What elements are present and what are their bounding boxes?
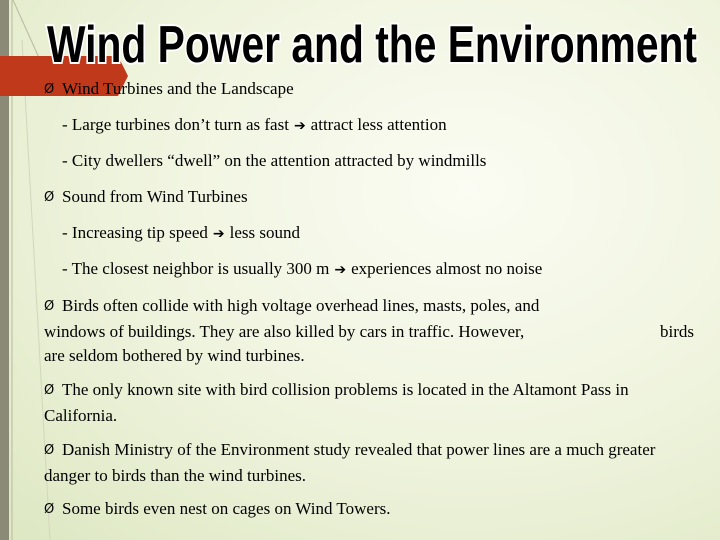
danish-ministry-paragraph: Ø Danish Ministry of the Environment study revealed that power lines are a much greater danger to birds than the wind turbines. bbox=[44, 440, 656, 485]
arrow-right-icon: ➔ bbox=[293, 118, 306, 134]
page-title bbox=[32, 4, 712, 76]
list-item: - The closest neighbor is usually 300 m ➔ experiences almost no noise bbox=[62, 259, 543, 278]
list-item: - City dwellers “dwell” on the attention attracted by windmills bbox=[62, 151, 487, 170]
bullet-icon: Ø bbox=[44, 82, 55, 97]
birds-paragraph: Ø Birds often collide with high voltage overhead lines, masts, poles, and windows of buildings. They are also killed by cars in traffic. However, birds are seldom bothered by wind turbines. bbox=[44, 296, 694, 365]
arrow-right-icon: ➔ bbox=[212, 226, 225, 242]
list-item: - Large turbines don’t turn as fast ➔ attract less attention bbox=[62, 115, 447, 134]
list-item: - Increasing tip speed ➔ less sound bbox=[62, 223, 300, 242]
bullet-icon: Ø bbox=[44, 383, 55, 398]
svg-text:Wind Power and the Environment: Wind Power and the Environment bbox=[47, 16, 697, 74]
bullet-icon: Ø bbox=[44, 190, 55, 205]
bullet-icon: Ø bbox=[44, 299, 55, 314]
nesting-paragraph: Ø Some birds even nest on cages on Wind Towers. bbox=[44, 497, 694, 523]
section-heading-sound: Ø Sound from Wind Turbines bbox=[44, 187, 248, 206]
bullet-icon: Ø bbox=[44, 443, 55, 458]
altamont-paragraph: Ø The only known site with bird collision problems is located in the Altamont Pass in California. bbox=[44, 380, 629, 425]
arrow-right-icon: ➔ bbox=[334, 262, 347, 278]
section-heading-landscape: Ø Wind Turbines and the Landscape bbox=[44, 79, 294, 98]
bullet-icon: Ø bbox=[44, 502, 55, 517]
